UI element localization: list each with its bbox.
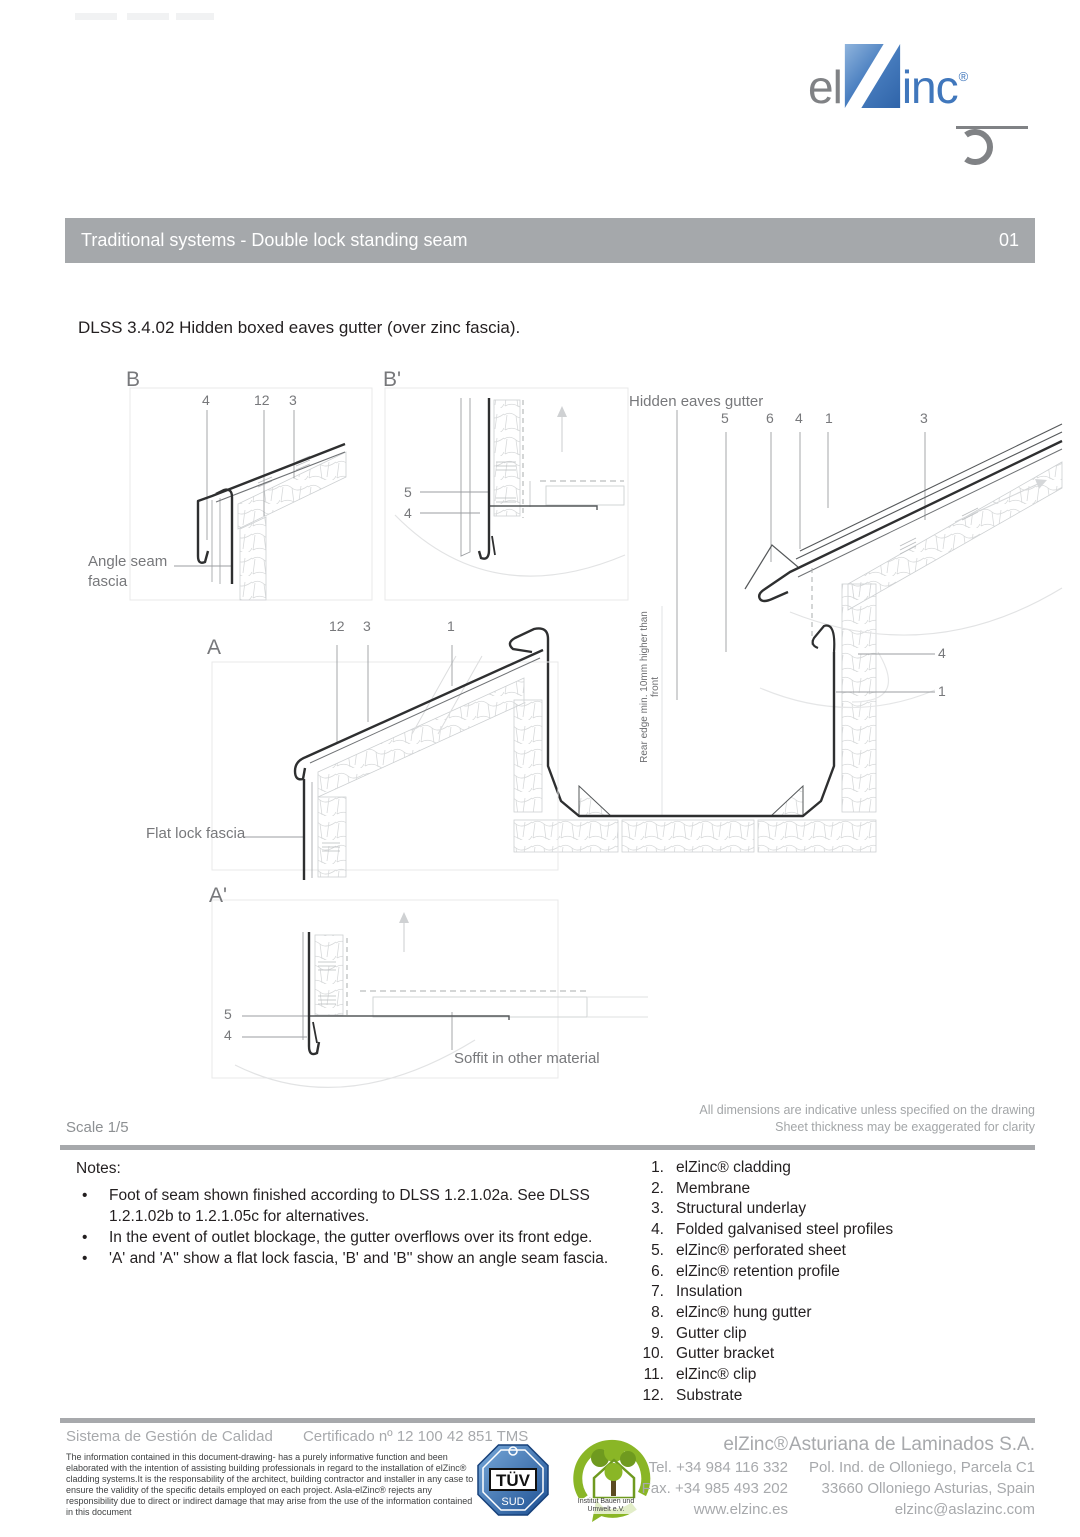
main-detail-drawing [510,410,1062,852]
legend-num: 8. [651,1303,664,1321]
contact-block [642,1432,788,1520]
legend-item [628,1199,1038,1220]
callout-main-1: 1 [825,410,833,426]
legend-item [628,1344,1038,1365]
legend-label: Folded galvanised steel profiles [676,1221,894,1239]
legend-item [628,1158,1038,1179]
legend-label: elZinc® retention profile [676,1262,840,1280]
scale-label: Scale 1/5 [66,1119,129,1136]
legend-num: 7. [651,1283,664,1301]
legend-num: 2. [651,1179,664,1197]
legend-num: 5. [651,1241,664,1259]
callout-a-12: 12 [329,618,345,634]
legend-label: Structural underlay [676,1200,807,1218]
certificate-number: Certificado nº 12 100 42 851 TMS [302,1428,529,1445]
legend-label: Gutter clip [676,1324,747,1342]
contact-fax: Fax. +34 985 493 202 [641,1480,788,1497]
label-soffit: Soffit in other material [454,1050,600,1067]
callout-aprime-4: 4 [224,1027,232,1043]
legend-num: 6. [651,1262,664,1280]
legend-label: elZinc® clip [676,1366,757,1384]
notes-heading: Notes: [76,1160,121,1177]
label-angle-seam-fascia: Angle seam fascia [88,553,168,590]
company-name: Asturiana de Laminados S.A. [788,1434,1035,1455]
callout-main-right-4: 4 [938,645,946,661]
legend-item [628,1386,1038,1407]
footer-divider-bar [60,1418,1035,1423]
label-flat-lock-fascia: Flat lock fascia [146,825,246,842]
callout-bprime-5: 5 [404,484,412,500]
legend-item [628,1282,1038,1303]
notes-section [76,1158,624,1269]
legend-item [628,1220,1038,1241]
drawing-title: DLSS 3.4.02 Hidden boxed eaves gutter (over zinc fascia). [78,318,521,337]
callout-main-right-1: 1 [938,683,946,699]
callout-b-3: 3 [289,392,297,408]
legend-num: 4. [651,1221,664,1239]
dimension-note-line2: Sheet thickness may be exaggerated for clarity [775,1120,1035,1134]
callout-main-6: 6 [766,410,774,426]
section-label-b-prime: B' [383,368,402,391]
section-a-drawing [212,645,558,880]
contact-tel: Tel. +34 984 116 332 [648,1459,788,1476]
legend-num: 12. [642,1386,664,1404]
note-item: • 'A' and 'A'' show a flat lock fascia, 'B' and 'B'' show an angle seam fascia. [76,1248,624,1269]
company-block [789,1432,1035,1520]
legend-item [628,1365,1038,1386]
section-label-a-prime: A' [209,884,228,907]
dimension-note-line1: All dimensions are indicative unless specified on the drawing [699,1103,1035,1117]
label-rear-edge-note: Rear edge min. 10mm higher than front [639,611,661,763]
legend-item [628,1262,1038,1283]
legend-label: elZinc® hung gutter [676,1303,812,1321]
legend-num: 3. [651,1200,664,1218]
legend-label: elZinc® perforated sheet [676,1241,846,1259]
contact-brand: elZinc® [723,1434,788,1455]
note-item: • In the event of outlet blockage, the gutter overflows over its front edge. [76,1227,624,1248]
callout-b-12: 12 [254,392,270,408]
section-label-a: A [207,636,222,659]
legend-label: Substrate [676,1386,743,1404]
legend-label: Insulation [676,1283,743,1301]
legal-disclaimer: The information contained in this document-drawing- has a purely informative function and been elaborated with the intention of assisting building professionals in regard to the installation of elZinc® cladding systems.It is the responsability of the architect, building contractor and installer in any case to ensure the validity of the specific details employed on each project. Asla-elZinc® rejects any responsibility due to direct or indirect damage that may arise from the use of the information contained in this document [66,1452,474,1517]
legend-num: 10. [642,1345,664,1363]
quality-certificate-line [66,1428,528,1445]
callout-aprime-5: 5 [224,1006,232,1022]
divider-bar [60,1145,1035,1150]
legend-item [628,1303,1038,1324]
tuv-sud-logo [476,1438,550,1524]
legend-num: 9. [651,1324,664,1342]
legend-item [628,1241,1038,1262]
sud-text: SUD [501,1496,525,1508]
label-hidden-eaves-gutter: Hidden eaves gutter [629,393,764,410]
callout-main-5: 5 [721,410,729,426]
quality-system-label: Sistema de Gestión de Calidad [66,1428,273,1445]
legend-item [628,1324,1038,1345]
callout-main-4: 4 [795,410,803,426]
legend-num: 1. [651,1159,664,1176]
note-item: • Foot of seam shown finished according to DLSS 1.2.1.02a. See DLSS 1.2.1.02b to 1.2.1.05c for alternatives. [76,1185,624,1227]
company-email: elzinc@aslazinc.com [894,1501,1035,1518]
logo-text-el: el [808,61,842,113]
section-label-b: B [126,368,141,391]
company-address1: Pol. Ind. de Olloniego, Parcela C1 [809,1459,1035,1476]
header-page-number: 01 [998,230,1019,250]
legend-label: elZinc® cladding [676,1159,791,1176]
logo-text-inc: inc [901,61,958,113]
dimension-note [699,1102,1035,1136]
header-title: Traditional systems - Double lock standing seam [81,230,468,250]
legend-label: Gutter bracket [676,1345,775,1363]
registered-mark: ® [958,69,969,84]
callout-a-3: 3 [363,618,371,634]
tuv-text: TÜV [496,1471,530,1490]
legend-list [628,1158,1038,1406]
callout-main-3: 3 [920,410,928,426]
company-address2: 33660 Olloniego Asturias, Spain [821,1480,1035,1497]
legend-label: Membrane [676,1179,751,1197]
callout-bprime-4: 4 [404,505,412,521]
ibu-logo-text: Institut Bauen und Umwelt e.V. [570,1498,642,1514]
callout-b-4: 4 [202,392,210,408]
legend-num: 11. [643,1366,664,1384]
callout-a-1: 1 [447,618,455,634]
legend-item [628,1179,1038,1200]
section-b-prime-drawing [385,388,628,600]
contact-web: www.elzinc.es [693,1501,788,1518]
